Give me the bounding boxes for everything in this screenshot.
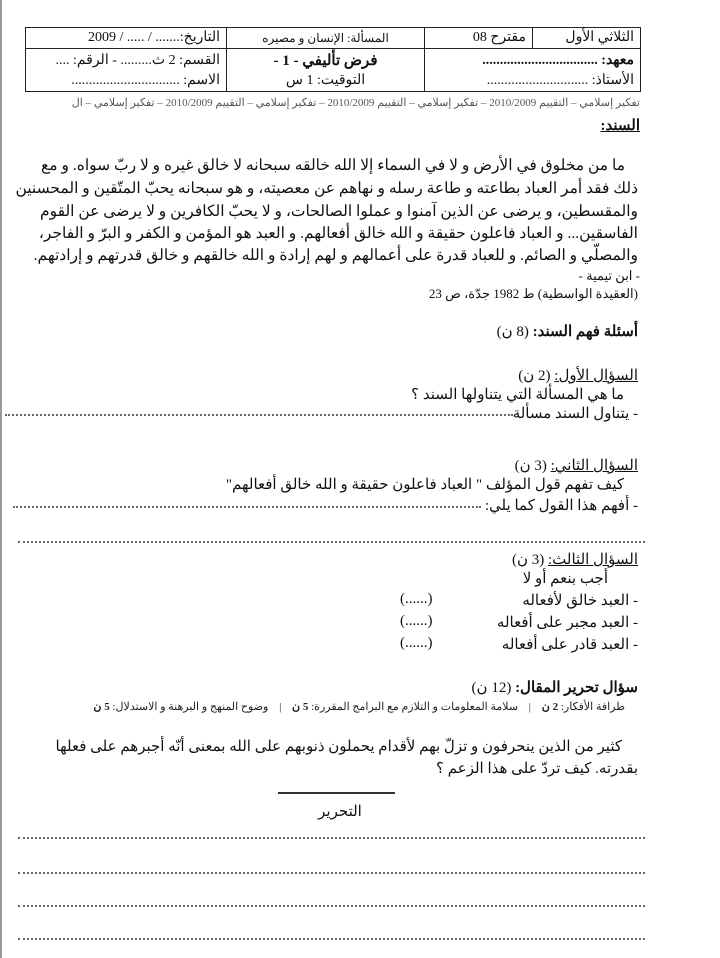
q3-answer-blank[interactable]: (......) — [400, 635, 433, 651]
q2-answer-field[interactable] — [13, 506, 481, 508]
q1-answer-row — [5, 404, 638, 423]
q2-points: (3 ن) — [514, 458, 547, 474]
comprehension-title: أسئلة فهم السند: — [532, 324, 638, 340]
writing-label: التحرير — [318, 804, 362, 820]
q3-instruction: أجب بنعم أو لا — [522, 571, 608, 587]
q3-item: - العبد خالق لأفعاله — [522, 593, 638, 609]
q3-heading — [512, 550, 638, 569]
q2-text: كيف تفهم قول المؤلف " العباد فاعلون حقيقة و الله خالق أفعالهم" — [225, 477, 624, 493]
q2-title: السؤال الثاني: — [550, 458, 638, 474]
teacher-field[interactable]: الأستاذ: ............................. — [486, 73, 634, 88]
q3-points: (3 ن) — [511, 552, 545, 568]
duration: التوقيت: 1 س — [285, 73, 366, 88]
essay-title: سؤال تحرير المقال: — [515, 680, 638, 696]
comprehension-points: (8 ن) — [496, 324, 529, 340]
watermark-line: تفكير إسلامي – التقييم 2010/2009 – تفكير إسلامي – التقييم 2010/2009 – تفكير إسلامي – التقييم 2010/2009 – تفكير إسلامي – ال — [71, 97, 640, 109]
document-author: - ابن تيمية - — [578, 268, 640, 283]
q3-item: - العبد قادر على أفعاله — [501, 637, 638, 653]
essay-writing-line[interactable] — [18, 872, 645, 874]
essay-criteria: طرافة الأفكار: 2 ن | سلامة المعلومات و التلازم مع البرامج المقررة: 5 ن | وضوح المنهج و البرهنة و الاستدلال: 5 ن — [93, 701, 625, 713]
document-heading: السند: — [600, 118, 640, 134]
q1-text: ما هي المسألة التي يتناولها السند ؟ — [411, 387, 624, 403]
essay-prompt-line: بقدرته. كيف تردّ على هذا الزعم ؟ — [436, 761, 638, 777]
q1-answer-field[interactable] — [5, 414, 513, 416]
essay-heading — [472, 678, 638, 697]
comprehension-heading — [497, 322, 638, 341]
class-field[interactable]: القسم: 2 ث......... - الرقم: .... — [55, 53, 220, 68]
essay-writing-line[interactable] — [18, 905, 645, 907]
document-line: ذلك فقد أمر العباد بطاعته و طاعة رسله و نهاهم عن معصيته، و هو سبحانه يحبّ المتّقين و المحسنين — [15, 180, 638, 197]
q3-answer-blank[interactable]: (......) — [400, 591, 433, 607]
name-field[interactable]: الاسم: ............................... — [71, 73, 220, 88]
exam-title: فرض تأليفي - 1 - — [273, 53, 378, 69]
exam-header-table — [25, 27, 641, 92]
document-line: والمقسطين، و يرضى عن الذين آمنوا و عملوا الصالحات، و لا يحبّ الكافرين و لا يرضى عن القوم — [40, 203, 638, 220]
document-line: ما من مخلوق في الأرض و لا في السماء إلا الله خالقه سبحانه لا خالق غيره و لا ربّ سواه. و مع — [41, 157, 625, 174]
essay-writing-line[interactable] — [18, 837, 645, 839]
criterion-label: وضوح المنهج و البرهنة و الاستدلال: — [112, 701, 269, 713]
term-cell: الثلاثي الأول — [533, 28, 641, 49]
q2-answer-line[interactable] — [18, 541, 645, 543]
institute-field[interactable]: معهد: ................................. — [482, 53, 634, 68]
criterion-score: 5 ن — [292, 701, 309, 713]
document-citation — [429, 286, 638, 302]
proposal-cell: مقترح 08 — [425, 28, 533, 49]
essay-points: (12 ن) — [471, 680, 512, 696]
criterion-score: 2 ن — [541, 701, 559, 713]
q2-heading — [515, 456, 638, 475]
topic-cell: المسألة: الإنسان و مصيره — [227, 28, 425, 49]
document-line: الفاسقين... و العباد فاعلون حقيقة و الله خالق أفعالهم. و العبد هو المؤمن و الكفر و البرّ و الفاجر، — [38, 225, 638, 242]
q3-answer-blank[interactable]: (......) — [400, 613, 433, 629]
q1-heading — [518, 366, 638, 385]
divider-line — [278, 792, 395, 794]
date-cell: التاريخ:....... / ..... / 2009 — [26, 28, 227, 49]
page-edge — [0, 0, 2, 958]
q2-answer-prefix: - أفهم هذا القول كما يلي: — [484, 498, 638, 514]
q1-answer-prefix: - يتناول السند مسألة — [512, 406, 638, 422]
citation-text: (العقيدة الواسطية) ط 1982 جدّة، ص 23 — [428, 286, 638, 301]
criterion-label: سلامة المعلومات و التلازم مع البرامج المقررة: — [311, 701, 519, 713]
q3-item: - العبد مجبر على أفعاله — [496, 615, 638, 631]
essay-prompt-line: كثير من الذين ينحرفون و تزلّ بهم لأقدام يحملون ذنوبهم على الله بمعنى أنّه أجبرهم على فعلها — [55, 739, 622, 755]
essay-writing-line[interactable] — [18, 938, 645, 940]
criterion-label: طرافة الأفكار: — [560, 701, 625, 713]
document-line: والمصلّي و الصائم. و للعباد قدرة على أعمالهم و لهم إرادة و الله خالقهم و خالق قدرتهم و إرادتهم. — [33, 247, 638, 264]
q1-points: (2 ن) — [518, 368, 551, 384]
q3-title: السؤال الثالث: — [548, 552, 638, 568]
q2-answer-row — [13, 496, 638, 515]
criterion-score: 5 ن — [93, 701, 110, 713]
q1-title: السؤال الأول: — [554, 368, 638, 384]
